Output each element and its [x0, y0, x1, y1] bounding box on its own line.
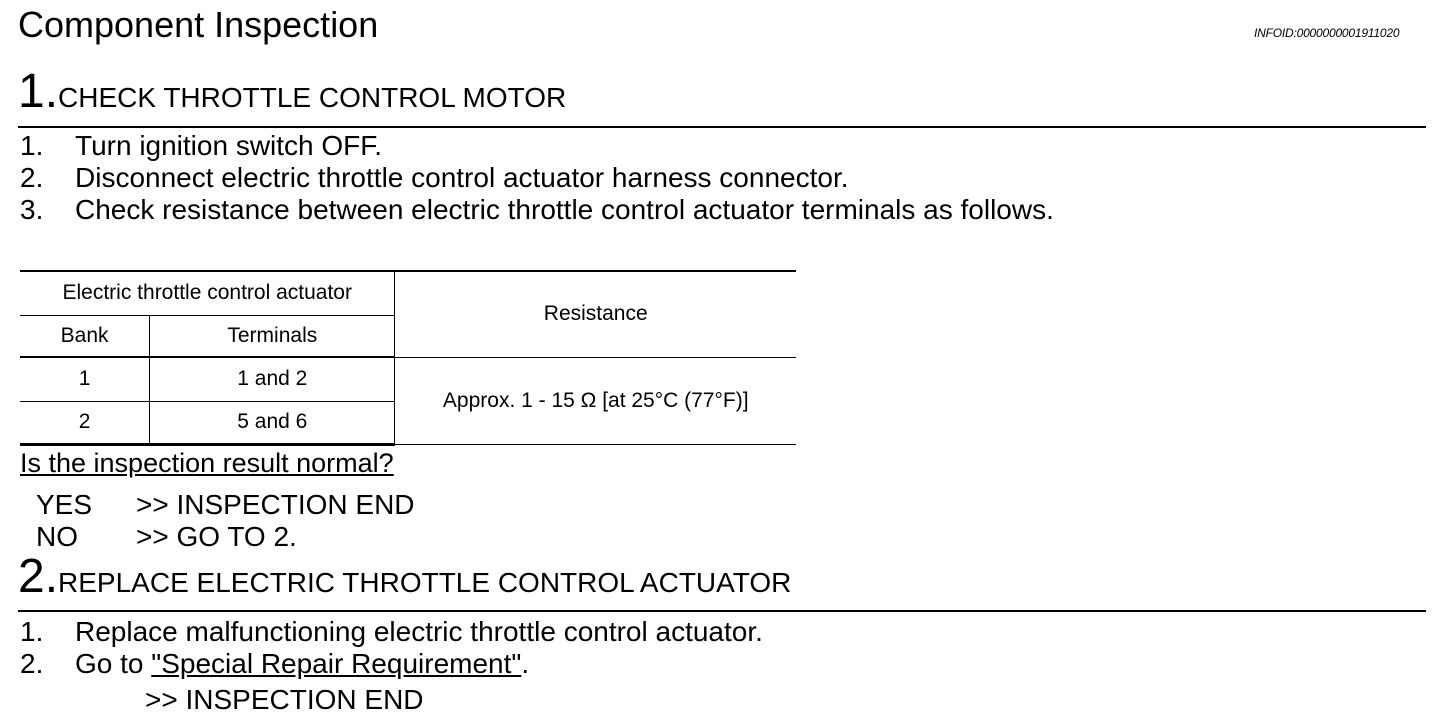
- answer-value: >> INSPECTION END: [136, 489, 415, 520]
- table-cell-bank: 2: [20, 401, 150, 444]
- info-id: INFOID:0000000001911020: [1254, 26, 1400, 40]
- inspection-question: Is the inspection result normal?: [20, 448, 394, 478]
- step-2-item: [20, 616, 763, 648]
- list-text: Turn ignition switch OFF.: [75, 130, 383, 161]
- step-1-heading: [18, 65, 567, 118]
- step-2-item: [20, 648, 529, 680]
- table-cell-bank: 1: [20, 357, 150, 401]
- page-title: Component Inspection: [18, 4, 379, 45]
- table-group-header: Electric throttle control actuator: [20, 271, 395, 315]
- table-header-terminals: Terminals: [150, 315, 395, 357]
- step-2-heading: [18, 550, 792, 603]
- list-text: Check resistance between electric throttle control actuator terminals as follows.: [75, 194, 1054, 225]
- list-text: Replace malfunctioning electric throttle control actuator.: [75, 616, 763, 647]
- answer-value: >> GO TO 2.: [136, 521, 297, 552]
- table-cell-terminals: 5 and 6: [150, 401, 395, 444]
- list-index: 1.: [20, 616, 44, 647]
- list-index: 2.: [20, 162, 44, 193]
- table-row: [20, 357, 796, 401]
- answer-key: NO: [36, 521, 78, 552]
- list-index: 3.: [20, 194, 44, 225]
- list-index: 1.: [20, 130, 44, 161]
- resistance-table: [20, 270, 796, 446]
- step-1-title: CHECK THROTTLE CONTROL MOTOR: [58, 82, 567, 113]
- table-header-bank: Bank: [20, 315, 150, 357]
- table-cell-terminals: 1 and 2: [150, 357, 395, 401]
- step-1-item: [20, 162, 849, 194]
- table-cell-resistance: Approx. 1 - 15 Ω [at 25°C (77°F)]: [395, 357, 796, 444]
- list-index: 2.: [20, 648, 44, 679]
- list-text: Go to: [75, 648, 152, 679]
- step-2-number: 2.: [18, 550, 59, 603]
- step-1-item: [20, 130, 382, 162]
- step-1-number: 1.: [18, 65, 59, 118]
- step-1-item: [20, 194, 1054, 226]
- answer-key: YES: [36, 489, 93, 520]
- step-2-end: >> INSPECTION END: [145, 684, 424, 715]
- table-header-resistance: Resistance: [395, 271, 796, 357]
- answer-yes: [36, 489, 415, 521]
- list-text-suffix: .: [521, 648, 530, 679]
- list-text: Disconnect electric throttle control actuator harness connector.: [75, 162, 849, 193]
- step-2-title: REPLACE ELECTRIC THROTTLE CONTROL ACTUATOR: [58, 567, 792, 598]
- special-repair-requirement-link[interactable]: "Special Repair Requirement": [151, 648, 522, 679]
- answer-no: [36, 521, 297, 553]
- step-2-divider: [18, 610, 1426, 612]
- step-1-divider: [18, 126, 1426, 128]
